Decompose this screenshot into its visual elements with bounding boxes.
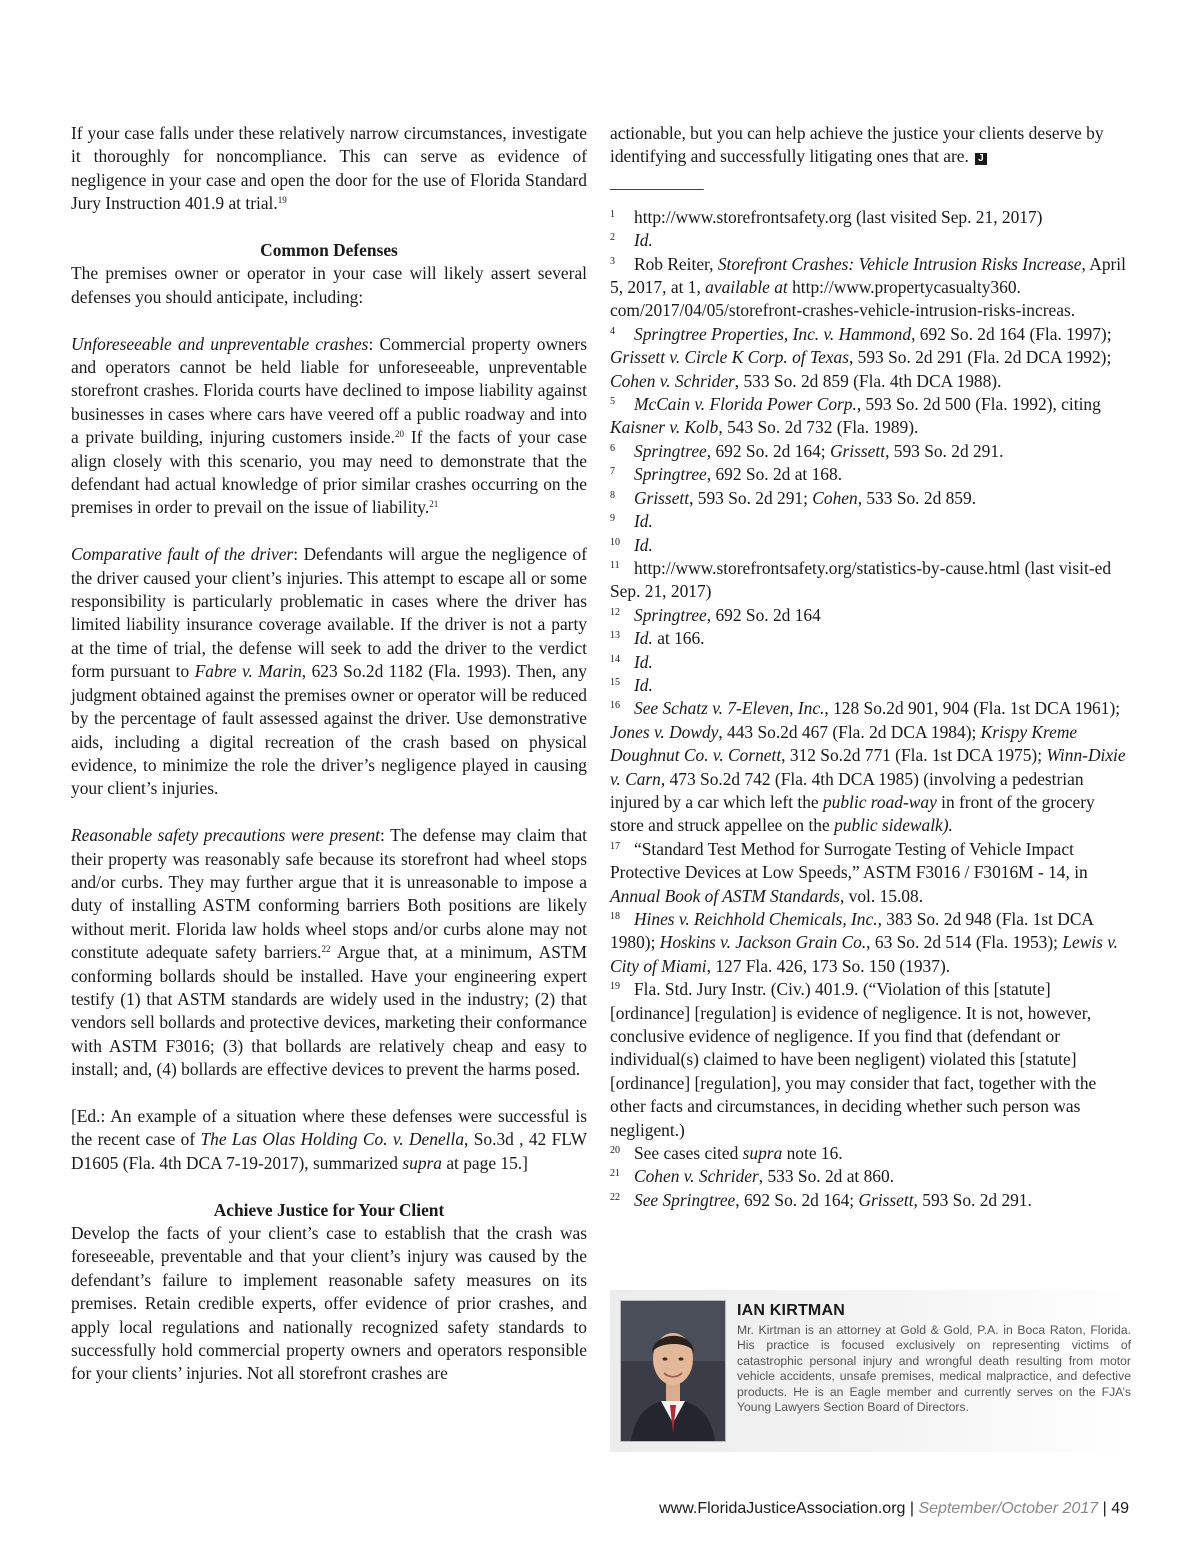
footnote-link[interactable]: http://www.storefrontsafety.org/statistics-by-cause.html (last visit-ed Sep. 21, 2017) xyxy=(610,557,1112,602)
footnote-ref[interactable]: 20 xyxy=(395,429,404,440)
footnote: 13 Id. at 166. xyxy=(610,628,705,649)
footnote: 19 Fla. Std. Jury Instr. (Civ.) 401.9. (“Violation of this [statute] [ordinance] [regulation] is evidence of negligence. It is not, however, conclusive evidence of negligence. If you find that (defendant or individual(s) claimed to have been negligent) violated this [statute] [ordinance] [regulation], you may consider that fact, together with the other facts and circumstances, in deciding whether such person was negligent.) xyxy=(610,979,1097,1140)
footnote: 22 See Springtree, 692 So. 2d 164; Grissett, 593 So. 2d 291. xyxy=(610,1189,1032,1210)
footnote: 4 Springtree Properties, Inc. v. Hammond, 692 So. 2d 164 (Fla. 1997); Grissett v. Circle K Corp. of Texas, 593 So. 2d 291 (Fla. 2d DCA 1992); Cohen v. Schrider, 533 So. 2d 859 (Fla. 4th DCA 1988). xyxy=(610,323,1112,391)
footnote: 8 Grissett, 593 So. 2d 291; Cohen, 533 So. 2d 859. xyxy=(610,487,977,508)
website-link[interactable]: www.FloridaJusticeAssociation.org xyxy=(659,1500,906,1517)
footnote: 2 Id. xyxy=(610,230,653,251)
paragraph-conclusion: actionable, but you can help achieve the justice your clients deserve by identifying and successfully litigating ones that are. J xyxy=(610,123,1104,167)
paragraph-defenses-intro: The premises owner or operator in your case will likely assert several defenses you should anticipate, including: xyxy=(71,263,587,307)
footnote: 21 Cohen v. Schrider, 533 So. 2d at 860. xyxy=(610,1166,895,1187)
page-number: 49 xyxy=(1111,1500,1129,1517)
author-name: IAN KIRTMAN xyxy=(737,1302,845,1319)
end-mark-icon: J xyxy=(975,153,987,165)
footnote: 11 http://www.storefrontsafety.org/statistics-by-cause.html (last visit-ed Sep. 21, 2017) xyxy=(610,557,1112,602)
right-column xyxy=(610,122,1130,1212)
footnotes xyxy=(610,206,1130,1212)
footnote: 12 Springtree, 692 So. 2d 164 xyxy=(610,604,821,625)
paragraph-achieve-justice: Develop the facts of your client’s case to establish that the crash was foreseeable, preventable and that your client’s injury was caused by the defendant’s failure to implement reasonable safety measures on its premises. Retain credible experts, offer evidence of prior crashes, and apply local regulations and nationally recognized safety standards to successfully hold commercial property owners and operators responsible for your clients’ injuries. Not all storefront crashes are xyxy=(71,1223,587,1384)
footnote-ref[interactable]: 19 xyxy=(277,195,287,206)
author-bio-box xyxy=(610,1290,1130,1452)
paragraph-comparative-fault: Comparative fault of the driver: Defendants will argue the negligence of the driver caused your client’s injuries. This attempt to escape all or some responsibility is particularly problematic in cases where the driver has limited liability insurance coverage available. If the driver is not a party at the time of trial, the defense will seek to add the driver to the verdict form pursuant to Fabre v. Marin, 623 So.2d 1182 (Fla. 1993). Then, any judgment obtained against the premises owner or operator will be reduced by the percentage of fault assessed against the driver. Use demonstrative aids, including a digital recreation of the crash based on physical evidence, to minimize the role the driver’s negligence played in causing your client’s injuries. xyxy=(71,544,587,799)
page-footer: www.FloridaJusticeAssociation.org | September/October 2017 | 49 xyxy=(659,1500,1129,1517)
footnote: 14 Id. xyxy=(610,651,653,672)
footnote: 7 Springtree, 692 So. 2d at 168. xyxy=(610,464,843,485)
heading-common-defenses: Common Defenses xyxy=(260,240,398,261)
left-column xyxy=(71,122,587,1386)
footnote: 20 See cases cited supra note 16. xyxy=(610,1143,843,1164)
footnote: 9 Id. xyxy=(610,511,653,532)
footnote-link[interactable]: http://www.propertycasualty360. com/2017/04/05/storefront-crashes-vehicle-intrusion-risks-increas. xyxy=(610,277,1076,321)
footnote: 16 See Schatz v. 7-Eleven, Inc., 128 So.2d 901, 904 (Fla. 1st DCA 1961); Jones v. Dowdy, 443 So.2d 467 (Fla. 2d DCA 1984); Krispy Kreme Doughnut Co. v. Cornett, 312 So.2d 771 (Fla. 1st DCA 1975); Winn-Dixie v. Carn, 473 So.2d 742 (Fla. 4th DCA 1985) (involving a pedestrian injured by a car which left the public road-way in front of the grocery store and struck appellee on the public sidewalk). xyxy=(610,698,1126,836)
footnote: 10 Id. xyxy=(610,534,653,555)
heading-achieve-justice: Achieve Justice for Your Client xyxy=(213,1199,445,1220)
author-description: Mr. Kirtman is an attorney at Gold & Gold, P.A. in Boca Raton, Florida. His practice is focused exclusively on representing victims of catastrophic personal injury and wrongful death resulting from motor vehicle accidents, unsafe premises, medical malpractice, and defective products. He is an Eagle member and currently serves on the FJA’s Young Lawyers Section Board of Directors. xyxy=(737,1323,1131,1415)
paragraph-unforeseeable: Unforeseeable and unpreventable crashes: Commercial property owners and operators cannot be held liable for unforeseeable, unpreventable storefront crashes. Florida courts have declined to impose liability against businesses in cases where cars have veered off a public roadway and into a private building, injuring customers inside.$^{20}$ If the facts of your case align closely with this scenario, you may need to demonstrate that the defendant had actual knowledge of prior similar crashes occurring on the premises in order to prevail on the issue of liability.$^{21}$ xyxy=(71,333,587,518)
footnote: 15 Id. xyxy=(610,674,653,695)
footnote: 18 Hines v. Reichhold Chemicals, Inc., 383 So. 2d 948 (Fla. 1st DCA 1980); Hoskins v. Jackson Grain Co., 63 So. 2d 514 (Fla. 1953); Lewis v. City of Miami, 127 Fla. 426, 173 So. 150 (1937). xyxy=(610,909,1119,976)
paragraph-editor-note: [Ed.: An example of a situation where these defenses were successful is the recent case of The Las Olas Holding Co. v. Denella, So.3d , 42 FLW D1605 (Fla. 4th DCA 7-19-2017), summarized supra at page 15.] xyxy=(71,1105,587,1173)
footnote: 17 “Standard Test Method for Surrogate Testing of Vehicle Impact Protective Devices at Low Speeds,” ASTM F3016 / F3016M - 14, in Annual Book of ASTM Standards, vol. 15.08. xyxy=(610,838,1088,906)
footnote: 5 McCain v. Florida Power Corp., 593 So. 2d 500 (Fla. 1992), citing Kaisner v. Kolb, 543 So. 2d 732 (Fla. 1989). xyxy=(610,394,1101,438)
footnote: 3 Rob Reiter, Storefront Crashes: Vehicle Intrusion Risks Increase, April 5, 2017, at 1, available at http://www.propertycasualty360. com/2017/04/05/storefront-crashes-vehicle-intrusion-risks-increas. xyxy=(610,253,1126,321)
footnote-link[interactable]: http://www.storefrontsafety.org (last visited Sep. 21, 2017) xyxy=(634,206,1043,227)
footnote: 1 http://www.storefrontsafety.org (last visited Sep. 21, 2017) xyxy=(610,206,1043,227)
footnote: 6 Springtree, 692 So. 2d 164; Grissett, 593 So. 2d 291. xyxy=(610,440,1004,461)
author-photo xyxy=(620,1300,726,1442)
footnote-ref[interactable]: 21 xyxy=(429,499,439,510)
issue-date: September/October 2017 xyxy=(918,1500,1099,1517)
paragraph-safety-precautions: Reasonable safety precautions were present: The defense may claim that their property was reasonably safe because its storefront had wheel stops and/or curbs. They may further argue that it is unreasonable to impose a duty of installing ASTM conforming barriers Both positions are likely without merit. Florida law holds wheel stops and/or curbs alone may not constitute adequate safety barriers.$^{22}$ Argue that, at a minimum, ASTM conforming bollards should be installed. Have your engineering expert testify (1) that ASTM standards are widely used in the industry; (2) that vendors sell bollards and protective devices, marketing their conformance with ASTM F3016; (3) that bollards are relatively cheap and easy to install; and, (4) bollards are effective devices to prevent the harms posed. xyxy=(71,825,587,1080)
paragraph-noncompliance: If your case falls under these relatively narrow circumstances, investigate it thoroughly for noncompliance. This can serve as evidence of negligence in your case and open the door for the use of Florida Standard Jury Instruction 401.9 at trial.$^{19}$ xyxy=(71,123,587,214)
footnote-rule: ___________ xyxy=(610,172,704,192)
footnote-ref[interactable]: 22 xyxy=(321,944,331,955)
author-portrait-icon xyxy=(621,1301,725,1441)
